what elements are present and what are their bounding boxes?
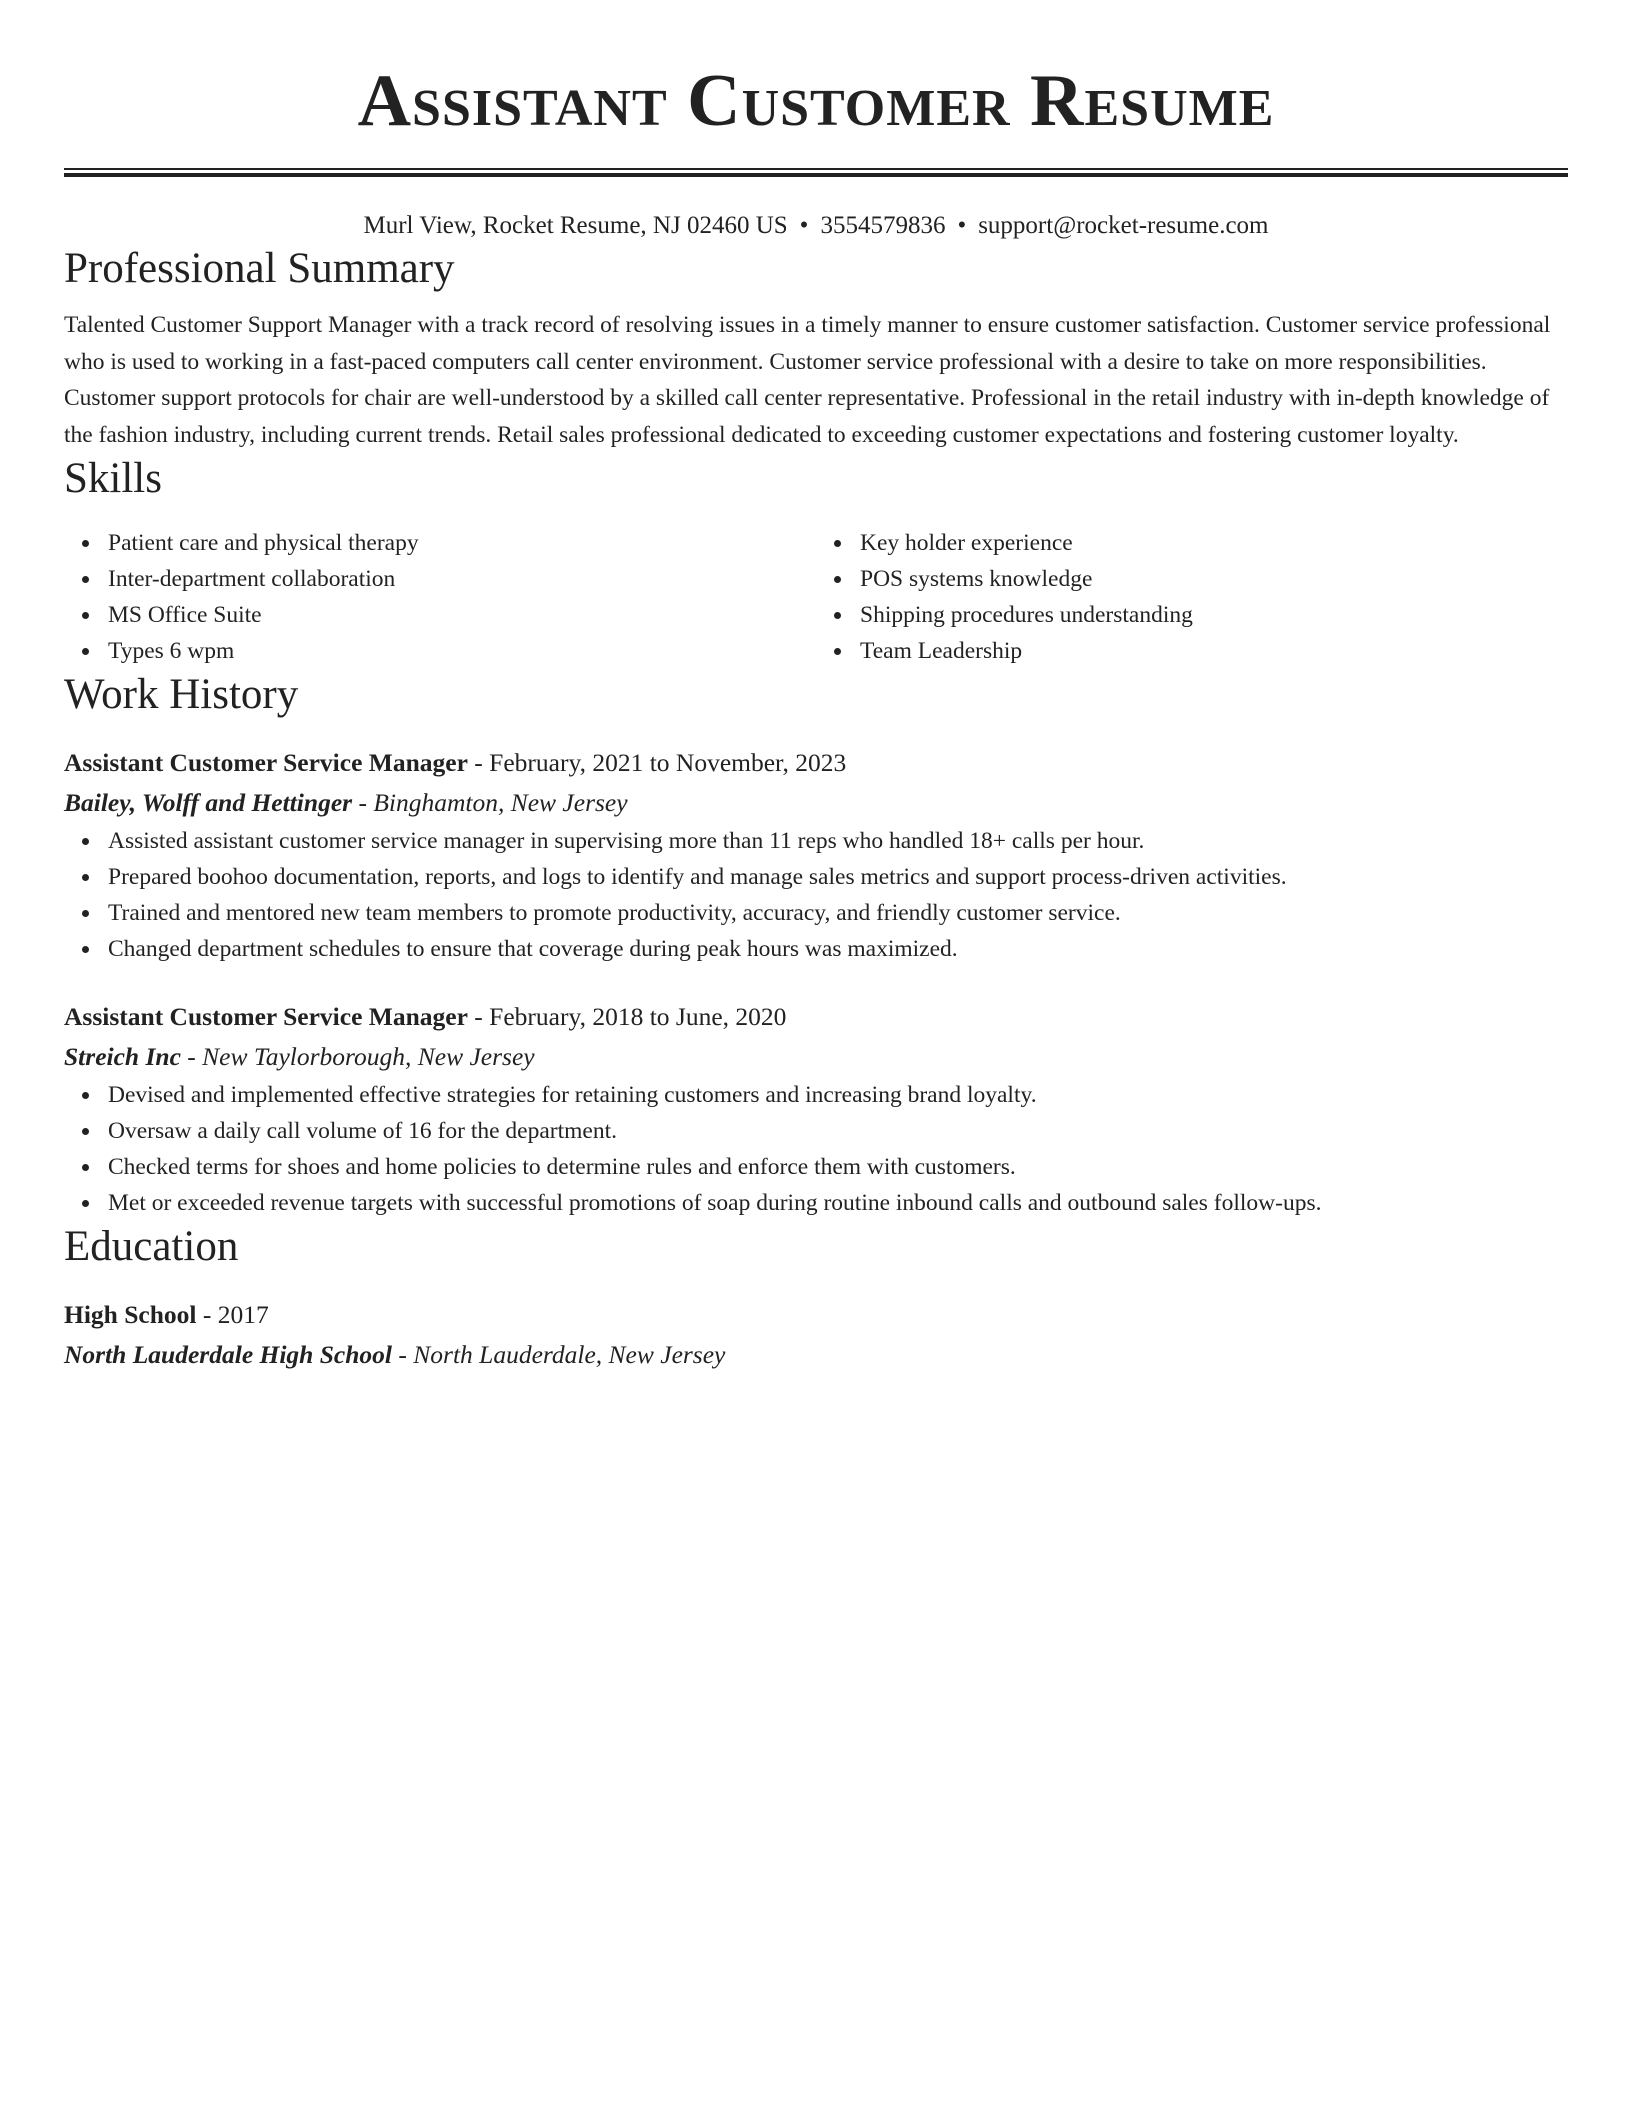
job-title: Assistant Customer Service Manager bbox=[64, 1002, 468, 1031]
education-heading: Education bbox=[64, 1223, 239, 1270]
job-header bbox=[64, 997, 1568, 1037]
job-location: Binghamton, New Jersey bbox=[373, 788, 628, 817]
resume-title: Assistant Customer Resume bbox=[357, 60, 1275, 142]
skill-item: Team Leadership bbox=[860, 633, 1568, 669]
job-dates: February, 2018 to June, 2020 bbox=[489, 1002, 787, 1031]
education-entry bbox=[64, 1295, 1568, 1375]
contact-line bbox=[64, 209, 1568, 243]
dash: - bbox=[392, 1340, 414, 1369]
contact-address: Murl View, Rocket Resume, NJ 02460 US bbox=[363, 212, 788, 239]
work-history-heading: Work History bbox=[64, 671, 299, 718]
skill-item: POS systems knowledge bbox=[860, 561, 1568, 597]
summary-heading: Professional Summary bbox=[64, 245, 455, 292]
dash: - bbox=[467, 1002, 490, 1031]
job-bullet: Oversaw a daily call volume of 16 for the department. bbox=[108, 1113, 1568, 1149]
job-bullets bbox=[64, 823, 1568, 967]
skill-item: Shipping procedures understanding bbox=[860, 597, 1568, 633]
education-header bbox=[64, 1295, 1568, 1335]
job-company-line bbox=[64, 783, 1568, 823]
education-location: North Lauderdale, New Jersey bbox=[413, 1340, 726, 1369]
skill-item: Key holder experience bbox=[860, 525, 1568, 561]
job-company: Bailey, Wolff and Hettinger bbox=[64, 788, 353, 817]
job-title: Assistant Customer Service Manager bbox=[64, 748, 468, 777]
contact-separator: • bbox=[799, 212, 809, 239]
summary-text: Talented Customer Support Manager with a track record of resolving issues in a timely manner to ensure customer satisfaction. Customer service professional who is used to working in a fast-paced computers call center environment. Customer service professional with a desire to take on more responsibilities. Customer support protocols for chair are well-understood by a skilled call center representative. Professional in the retail industry with in-depth knowledge of the fashion industry, including current trends. Retail sales professional dedicated to exceeding customer expectations and fostering customer loyalty. bbox=[64, 312, 1551, 448]
job-bullet: Devised and implemented effective strategies for retaining customers and increasing brand loyalty. bbox=[108, 1077, 1568, 1113]
dash: - bbox=[467, 748, 490, 777]
skills-list-left bbox=[64, 525, 816, 669]
education-school-line bbox=[64, 1335, 1568, 1375]
job-bullets bbox=[64, 1077, 1568, 1221]
skill-item: Inter-department collaboration bbox=[108, 561, 816, 597]
dash: - bbox=[352, 788, 374, 817]
job-bullet: Changed department schedules to ensure that coverage during peak hours was maximized. bbox=[108, 931, 1568, 967]
job-company: Streich Inc bbox=[64, 1042, 181, 1071]
job-bullet: Assisted assistant customer service manager in supervising more than 11 reps who handled 18+ calls per hour. bbox=[108, 823, 1568, 859]
job-header bbox=[64, 743, 1568, 783]
education-degree: High School bbox=[64, 1300, 197, 1329]
job-bullet: Trained and mentored new team members to promote productivity, accuracy, and friendly customer service. bbox=[108, 895, 1568, 931]
skill-item: Patient care and physical therapy bbox=[108, 525, 816, 561]
job-bullet: Checked terms for shoes and home policies to determine rules and enforce them with customers. bbox=[108, 1149, 1568, 1185]
skill-item: Types 6 wpm bbox=[108, 633, 816, 669]
education-school: North Lauderdale High School bbox=[64, 1340, 393, 1369]
job-dates: February, 2021 to November, 2023 bbox=[489, 748, 847, 777]
dash: - bbox=[196, 1300, 218, 1329]
job-entry bbox=[64, 997, 1568, 1221]
job-bullet: Met or exceeded revenue targets with successful promotions of soap during routine inbound calls and outbound sales follow-ups. bbox=[108, 1185, 1568, 1221]
skills-heading: Skills bbox=[64, 455, 162, 502]
job-entry bbox=[64, 743, 1568, 967]
title-double-rule bbox=[64, 168, 1568, 177]
contact-phone[interactable]: 3554579836 bbox=[820, 212, 946, 239]
skills-list-right bbox=[816, 525, 1568, 669]
education-year: 2017 bbox=[217, 1300, 269, 1329]
contact-separator: • bbox=[957, 212, 967, 239]
job-location: New Taylorborough, New Jersey bbox=[202, 1042, 535, 1071]
dash: - bbox=[180, 1042, 203, 1071]
skill-item: MS Office Suite bbox=[108, 597, 816, 633]
skills-columns bbox=[64, 525, 1568, 669]
contact-email[interactable]: support@rocket-resume.com bbox=[978, 212, 1269, 239]
job-bullet: Prepared boohoo documentation, reports, and logs to identify and manage sales metrics and support process-driven activities. bbox=[108, 859, 1568, 895]
job-company-line bbox=[64, 1037, 1568, 1077]
